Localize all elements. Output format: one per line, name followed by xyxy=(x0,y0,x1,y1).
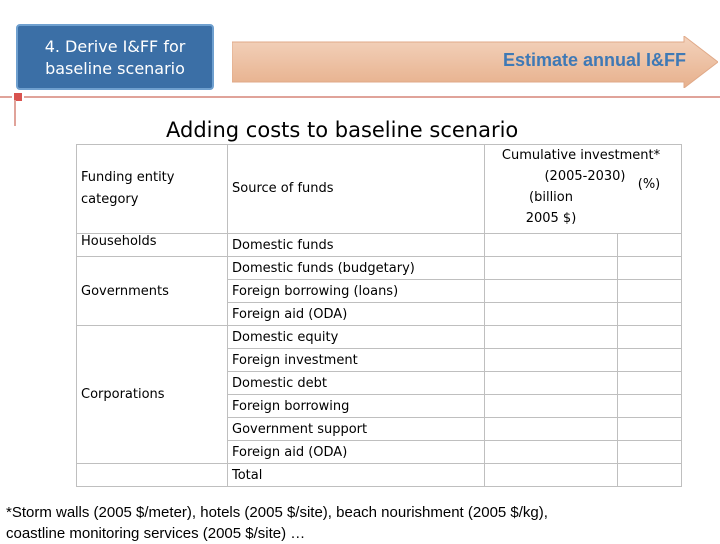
page-title: Adding costs to baseline scenario xyxy=(166,118,519,142)
percent-cell xyxy=(617,280,682,303)
percent-cell xyxy=(617,441,682,464)
entity-governments: Governments xyxy=(77,257,228,326)
investment-cell xyxy=(485,418,618,441)
source-cell: Foreign aid (ODA) xyxy=(228,303,485,326)
percent-cell xyxy=(617,303,682,326)
header-divider xyxy=(0,94,720,100)
source-cell: Foreign investment xyxy=(228,349,485,372)
investment-cell xyxy=(485,395,618,418)
table-total-row xyxy=(77,464,682,487)
table-row xyxy=(77,234,682,257)
source-cell: Domestic funds xyxy=(228,234,485,257)
entity-households: Households xyxy=(77,234,228,257)
table-row xyxy=(77,326,682,349)
source-cell: Domestic debt xyxy=(228,372,485,395)
investment-cell xyxy=(485,372,618,395)
percent-cell xyxy=(617,464,682,487)
percent-cell xyxy=(617,372,682,395)
investment-table xyxy=(76,144,682,487)
entity-total xyxy=(77,464,228,487)
footnote xyxy=(6,502,548,544)
investment-cell xyxy=(485,349,618,372)
header-source: Source of funds xyxy=(228,145,485,234)
footnote-line1: *Storm walls (2005 $/meter), hotels (2005 $/site), beach nourishment (2005 $/kg), xyxy=(6,504,548,521)
percent-cell xyxy=(617,326,682,349)
source-cell: Foreign borrowing (loans) xyxy=(228,280,485,303)
investment-cell xyxy=(485,234,618,257)
source-cell: Domestic equity xyxy=(228,326,485,349)
header-entity: Funding entity category xyxy=(77,145,228,234)
table-row xyxy=(77,257,682,280)
step-box-line2: baseline scenario xyxy=(45,59,185,78)
percent-cell xyxy=(617,395,682,418)
step-box-line1: 4. Derive I&FF for xyxy=(44,37,186,56)
process-arrow xyxy=(232,36,718,88)
source-cell: Domestic funds (budgetary) xyxy=(228,257,485,280)
total-label: Total xyxy=(228,464,485,487)
table-header-row xyxy=(77,145,682,234)
source-cell: Government support xyxy=(228,418,485,441)
investment-cell xyxy=(485,441,618,464)
investment-cell xyxy=(485,303,618,326)
percent-cell xyxy=(617,418,682,441)
percent-cell xyxy=(617,234,682,257)
investment-cell xyxy=(485,464,618,487)
investment-cell xyxy=(485,257,618,280)
header-percent: (%) xyxy=(617,145,682,234)
step-box xyxy=(16,24,214,90)
percent-cell xyxy=(617,349,682,372)
source-cell: Foreign borrowing xyxy=(228,395,485,418)
entity-corporations: Corporations xyxy=(77,326,228,464)
investment-cell xyxy=(485,280,618,303)
investment-cell xyxy=(485,326,618,349)
header-investment: Cumulative investment* (2005-2030) (billion 2005 $) xyxy=(485,145,618,234)
arrow-label: Estimate annual I&FF xyxy=(502,50,686,70)
percent-cell xyxy=(617,257,682,280)
footnote-line2: coastline monitoring services (2005 $/site) … xyxy=(6,525,306,542)
source-cell: Foreign aid (ODA) xyxy=(228,441,485,464)
